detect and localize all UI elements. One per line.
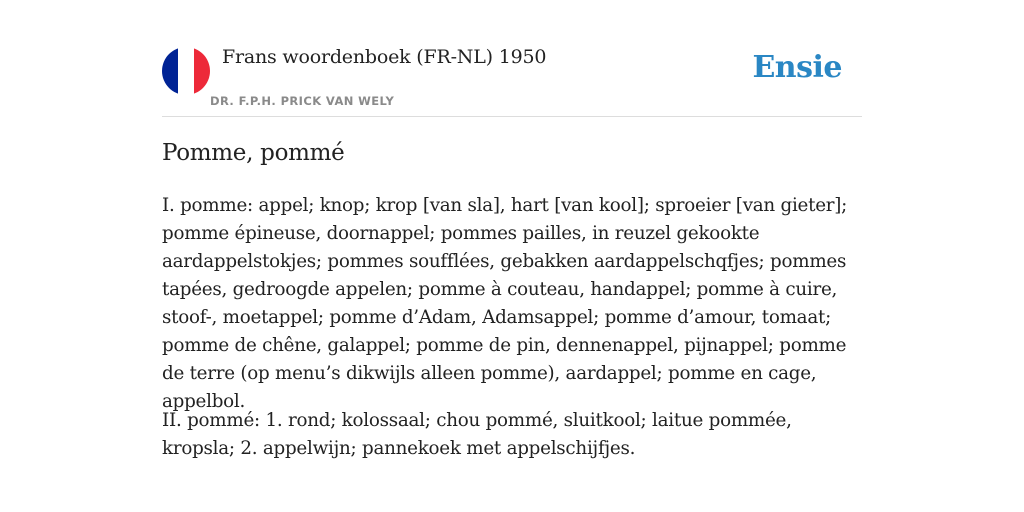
ensie-logo[interactable]: Ensie — [752, 50, 842, 85]
dictionary-card — [162, 0, 862, 459]
dictionary-header — [162, 0, 862, 117]
flag-stripe-white — [178, 47, 194, 95]
entry-headword: Pomme, pommé — [162, 140, 345, 166]
entry-paragraph-2: II. pommé: 1. rond; kolossaal; chou pommé, sluitkool; laitue pommée, kropsla; 2. appelwijn; pannekoek met appelschijfjes. — [162, 410, 792, 459]
flag-stripe-blue — [162, 47, 178, 95]
french-flag-icon — [162, 47, 210, 95]
flag-stripe-red — [194, 47, 210, 95]
dictionary-title[interactable]: Frans woordenboek (FR-NL) 1950 — [222, 46, 547, 68]
dictionary-author: DR. F.P.H. PRICK VAN WELY — [210, 94, 395, 108]
entry-paragraph-1: I. pomme: appel; knop; krop [van sla], hart [van kool]; sproeier [van gieter]; pomme épineuse, doornappel; pommes pailles, in reuzel gekookte aardappelstokjes; pommes soufflées, gebakken aardappelschqfjes; pommes tapées, gedroogde appelen; pomme à couteau, handappel; pomme à cuire, stoof-, moetappel; pomme d’Adam, Adamsappel; pomme d’amour, tomaat; pomme de chêne, galappel; pomme de pin, dennenappel, pijnappel; pomme de terre (op menu’s dikwijls alleen pomme), aardappel; pomme en cage, appelbol. — [162, 195, 848, 412]
